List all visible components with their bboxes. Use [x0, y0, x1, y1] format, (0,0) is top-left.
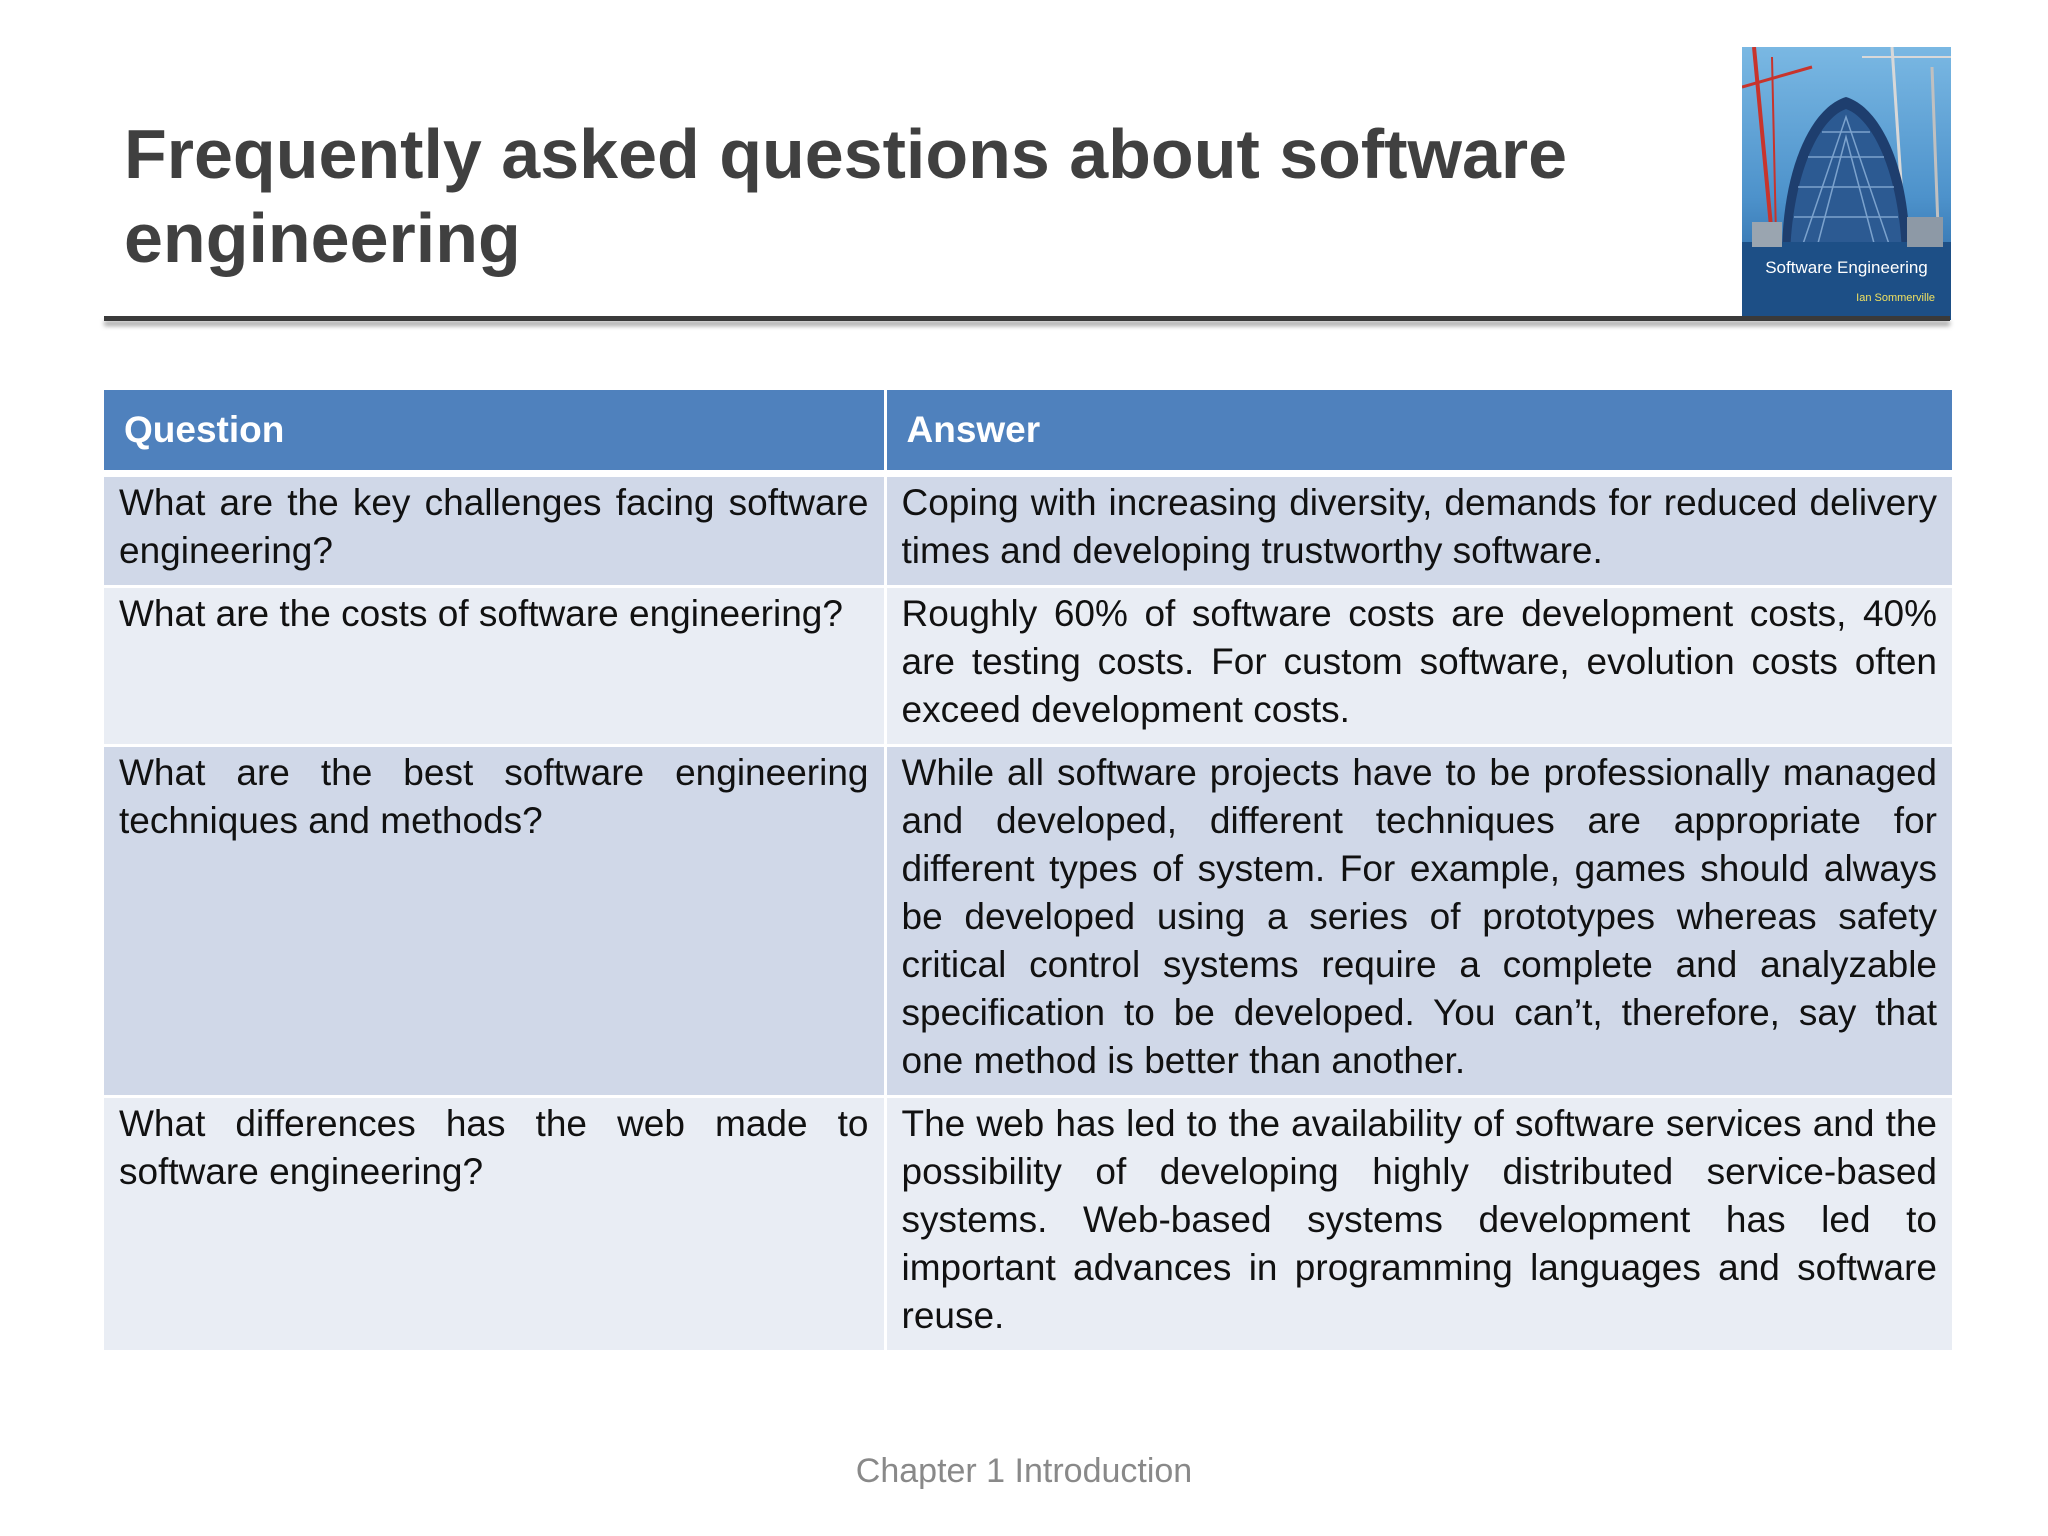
slide-footer: Chapter 1 Introduction: [855, 1452, 1193, 1490]
answer-column-header: Answer: [885, 390, 1952, 474]
question-cell: What are the best software engineering techniques and methods?: [104, 746, 885, 1097]
faq-table: [104, 390, 1952, 1353]
table-header-row: [104, 390, 1952, 474]
title-divider: [104, 316, 1950, 321]
answer-cell: Roughly 60% of software costs are development costs, 40% are testing costs. For custom software, evolution costs often exceed development costs.: [885, 587, 1952, 746]
book-cover-title: Software Engineering: [1765, 258, 1928, 277]
answer-cell: The web has led to the availability of software services and the possibility of developing highly distributed service-based systems. Web-based systems development has led to important advances in programming languages and software reuse.: [885, 1097, 1952, 1352]
table-row: [104, 1097, 1952, 1352]
table-row: [104, 587, 1952, 746]
answer-cell: While all software projects have to be professionally managed and developed, different techniques are appropriate for different types of system. For example, games should always be developed using a series of prototypes whereas safety critical control systems require a complete and analyzable specification to be developed. You can’t, therefore, say that one method is better than another.: [885, 746, 1952, 1097]
question-cell: What are the key challenges facing software engineering?: [104, 474, 885, 587]
question-cell: What are the costs of software engineering?: [104, 587, 885, 746]
slide-title: Frequently asked questions about software engineering: [124, 115, 1568, 277]
book-cover-author: Ian Sommerville: [1856, 292, 1935, 304]
table-row: [104, 746, 1952, 1097]
answer-cell: Coping with increasing diversity, demands for reduced delivery times and developing trustworthy software.: [885, 474, 1952, 587]
book-cover-image: [1742, 47, 1951, 320]
building-illustration: [1742, 47, 1951, 320]
question-column-header: Question: [104, 390, 885, 474]
table-row: [104, 474, 1952, 587]
question-cell: What differences has the web made to software engineering?: [104, 1097, 885, 1352]
